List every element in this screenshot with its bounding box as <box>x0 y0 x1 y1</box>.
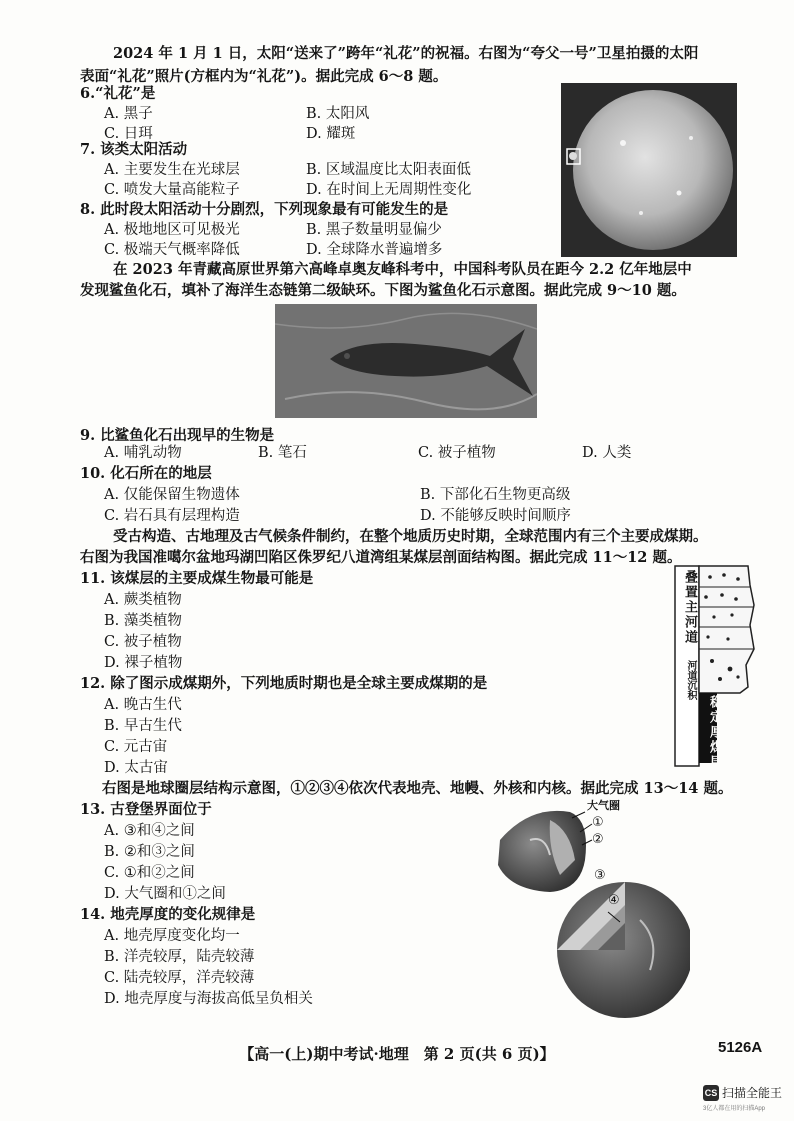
question-12-option-b: B. 早古生代 <box>104 718 182 734</box>
earth-label-2: ② <box>592 832 604 847</box>
question-11-option-d: D. 裸子植物 <box>104 655 183 671</box>
scanner-watermark <box>703 1084 782 1112</box>
question-9-option-c: C. 被子植物 <box>418 445 496 461</box>
intro-11-12-line2: 右图为我国准噶尔盆地玛湖凹陷区侏罗纪八道湾组某煤层剖面结构图。据此完成 11～12 题。 <box>80 549 682 566</box>
question-14-option-c: C. 陆壳较厚，洋壳较薄 <box>104 970 255 986</box>
question-10-option-a: A. 仅能保留生物遗体 <box>104 487 240 503</box>
page-footer: 【高一(上)期中考试·地理 第 2 页(共 6 页)】 <box>239 1045 555 1063</box>
question-11-stem: 11. 该煤层的主要成煤生物最可能是 <box>80 570 314 587</box>
intro-13-14: 右图是地球圈层结构示意图，①②③④依次代表地壳、地幔、外核和内核。据此完成 13～14 题。 <box>102 780 733 797</box>
coal-label-lower: 河道沉积 <box>685 660 696 700</box>
question-9-option-a: A. 哺乳动物 <box>104 445 182 461</box>
question-9-option-b: B. 笔石 <box>258 445 307 461</box>
question-11-option-b: B. 藻类植物 <box>104 613 182 629</box>
question-7-option-c: C. 喷发大量高能粒子 <box>104 182 240 198</box>
question-7-stem: 7. 该类太阳活动 <box>80 141 188 158</box>
intro-9-10-line2: 发现鲨鱼化石，填补了海洋生态链第二级缺环。下图为鲨鱼化石示意图。据此完成 9～10 题。 <box>80 282 686 299</box>
question-12-option-c: C. 元古宙 <box>104 739 168 755</box>
exam-code: 5126A <box>718 1039 763 1056</box>
question-6-option-b: B. 太阳风 <box>306 106 370 122</box>
question-6-option-d: D. 耀斑 <box>306 126 356 142</box>
question-8-option-c: C. 极端天气概率降低 <box>104 242 240 258</box>
earth-label-3: ③ <box>594 868 606 883</box>
question-13-stem: 13. 古登堡界面位于 <box>80 801 212 818</box>
question-9-stem: 9. 比鲨鱼化石出现早的生物是 <box>80 427 275 444</box>
question-13-option-b: B. ②和③之间 <box>104 844 195 860</box>
coal-label-upper: 叠置主河道 <box>682 570 697 645</box>
earth-label-atmosphere: 大气圈 <box>587 799 620 812</box>
question-12-option-a: A. 晚古生代 <box>104 697 182 713</box>
question-10-option-b: B. 下部化石生物更高级 <box>420 487 571 503</box>
question-7-option-b: B. 区域温度比太阳表面低 <box>306 162 471 178</box>
earth-label-4: ④ <box>608 893 620 908</box>
question-11-option-c: C. 被子植物 <box>104 634 182 650</box>
question-6-stem: 6.“礼花”是 <box>80 85 156 102</box>
camscanner-logo-icon: CS <box>703 1085 719 1101</box>
question-10-stem: 10. 化石所在的地层 <box>80 465 212 482</box>
question-8-option-a: A. 极地地区可见极光 <box>104 222 240 238</box>
question-8-option-b: B. 黑子数量明显偏少 <box>306 222 442 238</box>
question-13-option-a: A. ③和④之间 <box>104 823 195 839</box>
watermark-subtitle: 3亿人都在用的扫描App <box>703 1106 766 1112</box>
question-8-option-d: D. 全球降水普遍增多 <box>306 242 443 258</box>
sun-photo <box>561 83 737 257</box>
intro-6-8-line1: 2024 年 1 月 1 日，太阳“送来了”跨年“礼花”的祝福。右图为“夸父一号”卫星拍摄的太阳 <box>113 45 699 62</box>
earth-structure-diagram <box>490 800 690 1020</box>
shark-fossil-photo <box>275 304 537 418</box>
question-14-option-d: D. 地壳厚度与海拔高低呈负相关 <box>104 991 313 1007</box>
question-6-option-a: A. 黑子 <box>104 106 153 122</box>
question-14-stem: 14. 地壳厚度的变化规律是 <box>80 906 256 923</box>
intro-6-8-line2: 表面“礼花”照片(方框内为“礼花”)。据此完成 6～8 题。 <box>80 68 448 85</box>
coal-label-stable: 稳定厚煤层 <box>707 695 722 770</box>
question-8-stem: 8. 此时段太阳活动十分剧烈，下列现象最有可能发生的是 <box>80 201 449 218</box>
question-14-option-b: B. 洋壳较厚，陆壳较薄 <box>104 949 255 965</box>
question-12-option-d: D. 太古宙 <box>104 760 168 776</box>
question-7-option-d: D. 在时间上无周期性变化 <box>306 182 472 198</box>
question-10-option-c: C. 岩石具有层理构造 <box>104 508 240 524</box>
earth-label-1: ① <box>592 815 604 830</box>
question-11-option-a: A. 蕨类植物 <box>104 592 182 608</box>
question-7-option-a: A. 主要发生在光球层 <box>104 162 240 178</box>
question-6-option-c: C. 日珥 <box>104 126 153 142</box>
question-12-stem: 12. 除了图示成煤期外，下列地质时期也是全球主要成煤期的是 <box>80 675 488 692</box>
watermark-app-name: 扫描全能王 <box>722 1086 783 1100</box>
question-9-option-d: D. 人类 <box>582 445 632 461</box>
intro-9-10-line1: 在 2023 年青藏高原世界第六高峰卓奥友峰科考中，中国科考队员在距今 2.2 亿年地层中 <box>113 261 692 278</box>
question-13-option-c: C. ①和②之间 <box>104 865 195 881</box>
question-10-option-d: D. 不能够反映时间顺序 <box>420 508 571 524</box>
question-13-option-d: D. 大气圈和①之间 <box>104 886 226 902</box>
intro-11-12-line1: 受古构造、古地理及古气候条件制约，在整个地质历史时期，全球范围内有三个主要成煤期。 <box>113 528 708 545</box>
question-14-option-a: A. 地壳厚度变化均一 <box>104 928 240 944</box>
